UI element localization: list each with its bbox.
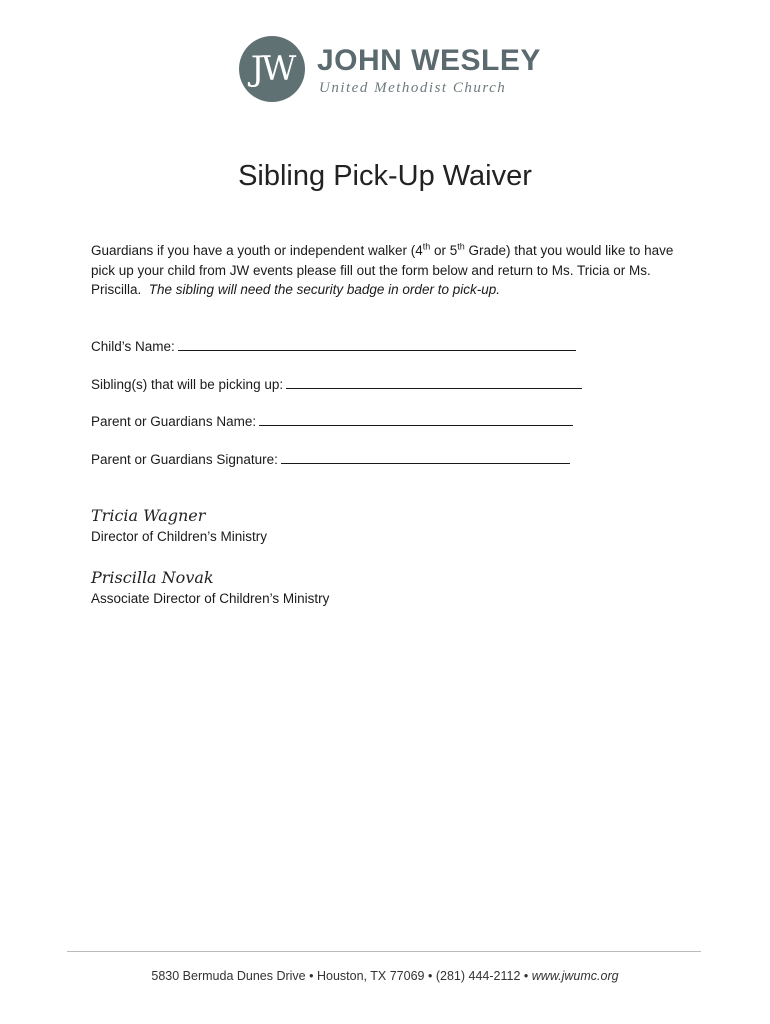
footer-separator: •	[523, 969, 529, 983]
signatory-name-1: Tricia Wagner	[91, 506, 206, 525]
guardian-signature-field[interactable]	[91, 451, 570, 469]
guardian-name-line[interactable]	[259, 413, 573, 426]
childs-name-field[interactable]	[91, 338, 576, 356]
intro-sup-2: th	[457, 241, 465, 252]
church-subtitle: United Methodist Church	[319, 80, 507, 96]
guardian-name-field[interactable]	[91, 413, 573, 431]
field-label: Parent or Guardians Name:	[91, 414, 257, 429]
signatory-name-2: Priscilla Novak	[91, 568, 214, 587]
footer-divider	[67, 951, 701, 952]
sibling-line[interactable]	[286, 376, 582, 389]
footer-address: 5830 Bermuda Dunes Drive	[151, 969, 306, 983]
footer-website-link[interactable]: www.jwumc.org	[531, 969, 619, 983]
signatory-title-2: Associate Director of Children’s Ministry	[91, 591, 330, 606]
intro-sup-1: th	[422, 241, 431, 252]
field-label: Child’s Name:	[91, 339, 175, 354]
intro-paragraph	[91, 241, 701, 300]
intro-emphasis: The sibling will need the security badge in order to pick-up.	[148, 282, 500, 297]
intro-text-2: or 5	[430, 243, 458, 258]
guardian-signature-line[interactable]	[281, 451, 570, 464]
footer-contact	[0, 969, 770, 983]
footer-city: Houston, TX 77069	[317, 969, 425, 983]
field-label: Sibling(s) that will be picking up:	[91, 377, 284, 392]
jw-monogram-logo: JW	[239, 36, 305, 102]
church-name: JOHN WESLEY	[317, 44, 541, 77]
footer-separator: •	[309, 969, 314, 983]
footer-phone: (281) 444-2112	[435, 969, 521, 983]
signatory-title-1: Director of Children’s Ministry	[91, 529, 268, 544]
page-title: Sibling Pick-Up Waiver	[238, 160, 532, 192]
field-label: Parent or Guardians Signature:	[91, 452, 278, 467]
church-logo	[239, 36, 539, 104]
footer-separator: •	[427, 969, 433, 983]
childs-name-line[interactable]	[178, 338, 576, 351]
intro-text-1: Guardians if you have a youth or independent walker (4	[91, 243, 423, 258]
sibling-field[interactable]	[91, 376, 582, 394]
intro-text-3: Grade) that you would like to have pick up your child from JW events please fill out the form below and return to Ms. Tricia or Ms. Priscilla.	[91, 243, 674, 297]
